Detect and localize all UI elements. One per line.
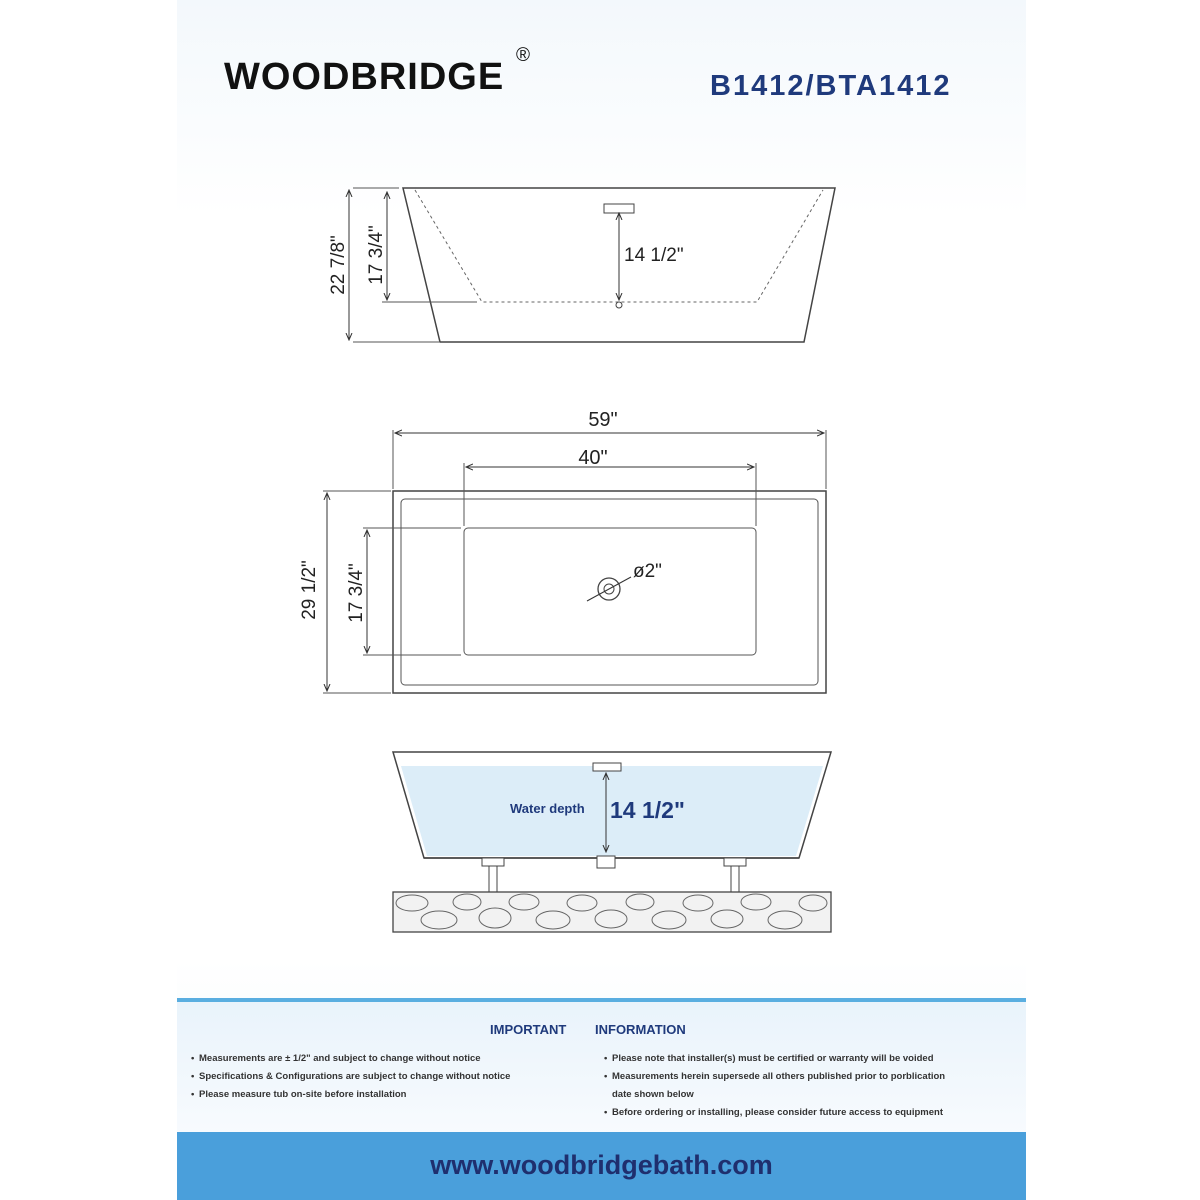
model-number: B1412/BTA1412 [710, 70, 952, 102]
left-foot-icon [482, 858, 504, 866]
top-bottom-length-label: 40" [578, 447, 608, 469]
left-note: • Specifications & Configurations are subject to change without notice [191, 1071, 511, 1082]
info-title-information: INFORMATION [595, 1022, 686, 1037]
side-view [328, 188, 835, 342]
stone-floor [393, 892, 831, 932]
overflow-icon [593, 763, 621, 771]
right-note: • Measurements herein supersede all others published prior to porblication [604, 1071, 946, 1082]
overflow-icon [604, 204, 634, 213]
brand-logo: WOODBRIDGE [224, 56, 505, 98]
drain-icon [597, 856, 615, 868]
top-drain-diameter-label: ø2" [633, 561, 662, 582]
registered-mark: ® [516, 45, 530, 66]
drain-icon [616, 302, 622, 308]
left-note: • Measurements are ± 1/2" and subject to change without notice [191, 1053, 481, 1064]
left-note: • Please measure tub on-site before installation [191, 1089, 407, 1100]
right-foot-icon [724, 858, 746, 866]
side-inner-depth-label: 17 3/4" [366, 225, 387, 285]
right-note: • Please note that installer(s) must be certified or warranty will be voided [604, 1053, 934, 1064]
side-overflow-height-label: 14 1/2" [624, 245, 684, 266]
right-note: • Before ordering or installing, please consider future access to equipment [604, 1107, 943, 1118]
right-note: date shown below [612, 1089, 694, 1100]
side-overall-height-label: 22 7/8" [328, 235, 349, 295]
water-depth-value: 14 1/2" [610, 797, 685, 823]
spec-sheet [177, 0, 1026, 1200]
top-bottom-width-label: 17 3/4" [346, 563, 367, 623]
info-title-important: IMPORTANT [490, 1022, 567, 1037]
top-overall-width-label: 29 1/2" [299, 560, 320, 620]
important-information-panel [177, 998, 1026, 1136]
top-overall-length-label: 59" [588, 409, 618, 431]
top-view [299, 409, 826, 693]
technical-drawings [177, 0, 1026, 998]
footer-band [177, 1132, 1026, 1200]
water-depth-label: Water depth [510, 801, 585, 816]
website-link[interactable]: www.woodbridgebath.com [430, 1150, 773, 1180]
water-view [393, 752, 831, 932]
